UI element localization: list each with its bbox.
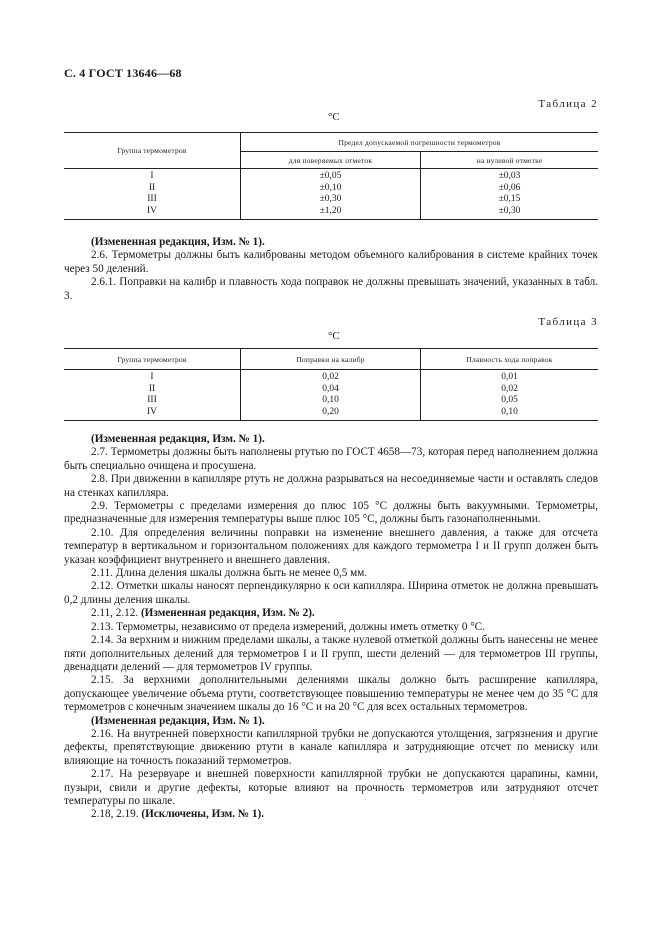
table2-header-limit: Предел допускаемой погрешности термометров: [241, 133, 599, 152]
table-cell: ±1,20: [319, 205, 342, 216]
page-header: С. 4 ГОСТ 13646—68: [64, 66, 182, 80]
revision-note: (Измененная редакция, Изм. № 1).: [91, 714, 265, 727]
clause-2-13: 2.13. Термометры, независимо от предела измерений, должны иметь отметку 0 °С.: [91, 620, 485, 633]
table-cell: 0,20: [322, 406, 339, 417]
table3-header-smooth: Плавность хода поправок: [421, 349, 599, 370]
clause-2-16: 2.16. На внутренней поверхности капиллярной трубки не допускаются утолщения, загрязнения и другие дефекты, препятствующие движению ртути в канале капилляра и затрудняющие отсчет по мениску или влияющие на точность показаний термометров.: [64, 727, 598, 767]
clause-2-11: 2.11. Длина деления шкалы должна быть не менее 0,5 мм.: [91, 567, 368, 580]
table-cell: IV: [146, 205, 158, 216]
table3-smooth-values: [421, 370, 599, 421]
table-cell: 0,10: [322, 395, 339, 405]
clause-2-15: 2.15. За верхними дополнительными делениями шкалы должно быть расширение капилляра, допускающее увеличение объема ртути, соответствующее повышению температуры не менее чем до 35 °С для термометров с конечным значением шкалы до 16 °С и на 20 °С для всех остальных термометров.: [64, 674, 598, 714]
table-cell: III: [147, 395, 157, 405]
table-cell: ±0,30: [498, 205, 521, 216]
clause-numbers: 2.18, 2.19.: [91, 808, 139, 821]
table-cell: ±0,05: [319, 171, 342, 181]
text-block-1: [64, 236, 598, 303]
table-cell: II: [148, 182, 156, 193]
table-cell: ±0,30: [319, 194, 342, 204]
table2-header-group: Группа термометров: [64, 133, 241, 169]
table2-header-verified: для поверяемых отметок: [241, 152, 421, 169]
text-block-2: [64, 433, 598, 822]
clause-2-7: 2.7. Термометры должны быть наполнены ртутью по ГОСТ 4658—73, которая перед наполнением должна быть специально очищена и просушена.: [64, 446, 598, 472]
table2-verified-values: [241, 169, 421, 220]
table-cell: I: [150, 171, 154, 181]
table3-header-calibre: Поправки на калибр: [241, 349, 421, 370]
table-cell: III: [147, 194, 157, 204]
table2-zero-values: [421, 169, 599, 220]
table3-calibre-values: [241, 370, 421, 421]
table3-header-group: Группа термометров: [117, 354, 187, 364]
table-cell: 0,04: [322, 383, 339, 394]
excluded-label: (Исключены, Изм. № 1).: [141, 808, 265, 821]
clause-2-17: 2.17. На резервуаре и внешней поверхности капиллярной трубки не допускаются царапины, камни, пузыри, свили и другие дефекты, которые влияют на прочность термометров или затрудняют отсчет температуры по шкале.: [64, 768, 598, 807]
table2: [64, 132, 598, 220]
clause-2-6-1: 2.6.1. Поправки на калибр и плавность хода поправок не должны превышать значений, указанных в табл. 3.: [64, 276, 598, 302]
table2-unit: °С: [328, 111, 340, 123]
table2-groups: [64, 169, 241, 220]
clause-2-18-2-19: [64, 808, 598, 821]
table3-caption: Таблица 3: [538, 316, 598, 328]
table-cell: ±0,03: [498, 171, 521, 181]
revision-label: (Измененная редакция, Изм. № 2).: [140, 607, 315, 620]
table3-groups: [64, 370, 241, 421]
table-cell: ±0,15: [498, 194, 521, 204]
table3-unit: °С: [328, 330, 340, 342]
clause-2-6: 2.6. Термометры должны быть калиброваны методом объемного калибрования в системе крайних точек через 50 делений.: [64, 249, 598, 275]
table-cell: 0,05: [501, 395, 518, 405]
table-cell: II: [148, 383, 156, 394]
revision-note: (Измененная редакция, Изм. № 1).: [91, 433, 265, 445]
clause-2-8: 2.8. При движении в капилляре ртуть не должна разрываться на несоединяемые части и оставлять следов на стенках капилляра.: [64, 473, 598, 499]
table-cell: 0,10: [501, 406, 518, 417]
table-cell: ±0,06: [498, 182, 521, 193]
revision-note-2-11-2-12: [64, 607, 598, 620]
clause-2-12: 2.12. Отметки шкалы наносят перпендикулярно к оси капилляра. Ширина отметок не должна превышать 0,2 длины деления шкалы.: [64, 580, 598, 606]
table-cell: 0,02: [322, 372, 339, 382]
table-cell: ±0,10: [319, 182, 342, 193]
table-cell: 0,02: [501, 383, 518, 394]
table-cell: I: [150, 372, 154, 382]
clause-2-9: 2.9. Термометры с пределами измерения до плюс 105 °С должны быть вакуумными. Термометры, предназначенные для измерения температуры выше плюс 105 °С, должны быть газонаполненными.: [64, 500, 598, 526]
revision-note: (Измененная редакция, Изм. № 1).: [91, 236, 265, 248]
table2-caption: Таблица 2: [538, 98, 598, 110]
table2-header-zero: на нулевой отметке: [421, 152, 599, 169]
clause-2-10: 2.10. Для определения величины поправки на изменение внешнего давления, а также для отсчета температур в вертикальном и горизонтальном положениях для каждого термометра I и II групп должен быть указан коэффициент внутреннего и внешнего давления.: [64, 526, 598, 566]
clause-numbers: 2.11, 2.12.: [91, 607, 139, 620]
table-cell: 0,01: [501, 372, 518, 382]
clause-2-14: 2.14. За верхним и нижним пределами шкалы, а также нулевой отметкой должны быть нанесены не менее пяти дополнительных делений для термометров I и II групп, шести делений — для термометров III группы, двенадцати делений — для термометров IV группы.: [64, 634, 598, 673]
table3: [64, 348, 598, 421]
table-cell: IV: [146, 406, 158, 417]
